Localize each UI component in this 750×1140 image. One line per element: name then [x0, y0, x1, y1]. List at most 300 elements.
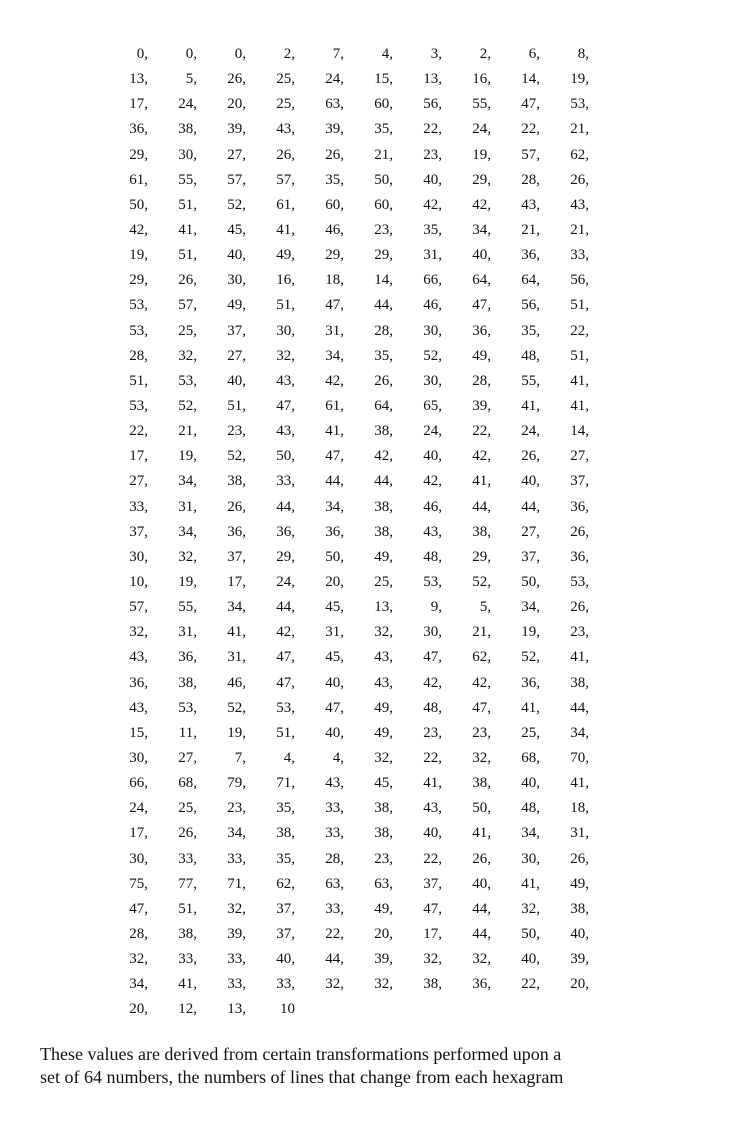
table-cell: 41, [570, 649, 589, 666]
table-cell: 60, [374, 96, 393, 113]
table-cell: 33, [178, 850, 197, 867]
table-cell: 27, [521, 523, 540, 540]
table-cell: 16, [276, 272, 295, 289]
table-cell: 26, [472, 850, 491, 867]
table-cell: 33, [276, 976, 295, 993]
table-cell: 40, [325, 724, 344, 741]
table-cell: 62, [472, 649, 491, 666]
table-cell: 6, [528, 46, 540, 63]
table-cell: 30, [423, 372, 442, 389]
table-cell: 68, [521, 750, 540, 766]
table-cell: 40, [227, 247, 246, 264]
table-cell: 38, [374, 800, 393, 817]
table-row [105, 419, 595, 444]
table-cell: 0, [136, 46, 148, 63]
table-row [105, 796, 595, 821]
table-cell: 50, [472, 800, 491, 817]
table-cell: 52, [423, 347, 442, 364]
table-cell: 20, [374, 925, 393, 942]
table-cell: 38, [374, 523, 393, 540]
caption-line-2: set of 64 numbers, the numbers of lines that change from each hexagram [40, 1067, 564, 1088]
table-cell: 41, [178, 222, 197, 239]
table-cell: 45, [325, 599, 344, 616]
table-cell: 41, [570, 372, 589, 389]
table-cell: 36, [472, 976, 491, 993]
table-cell: 25, [276, 71, 295, 88]
table-row [105, 821, 595, 846]
table-cell: 53, [178, 699, 197, 716]
table-cell: 57, [521, 146, 540, 163]
table-cell: 34, [227, 825, 246, 842]
table-cell: 57, [227, 171, 246, 188]
table-cell: 36, [521, 674, 540, 691]
table-cell: 16, [472, 71, 491, 88]
table-cell: 34, [178, 473, 197, 490]
table-cell: 30, [276, 322, 295, 339]
table-cell: 45, [227, 222, 246, 239]
number-table [105, 42, 595, 1022]
table-cell: 63, [374, 875, 393, 892]
table-cell: 39, [227, 121, 246, 138]
table-cell: 35, [521, 322, 540, 339]
table-cell: 17, [129, 825, 148, 842]
table-cell: 22, [423, 850, 442, 867]
table-cell: 40, [521, 775, 540, 792]
table-cell: 44, [374, 473, 393, 490]
table-cell: 29, [325, 247, 344, 264]
table-cell: 55, [472, 96, 491, 113]
table-cell: 65, [423, 398, 442, 415]
table-cell: 50, [129, 196, 148, 213]
table-cell: 53, [570, 96, 589, 113]
table-row [105, 67, 595, 92]
table-cell: 40, [472, 247, 491, 264]
table-cell: 41, [178, 976, 197, 993]
table-cell: 64, [374, 398, 393, 415]
table-cell: 31, [423, 247, 442, 264]
table-cell: 42, [472, 448, 491, 465]
table-row [105, 620, 595, 645]
table-cell: 35, [276, 850, 295, 867]
table-cell: 42, [276, 624, 295, 641]
table-cell: 44, [325, 473, 344, 490]
table-cell: 41, [423, 775, 442, 792]
table-cell: 34, [521, 599, 540, 616]
table-cell: 0, [234, 46, 246, 63]
table-row [105, 570, 595, 595]
table-cell: 37, [521, 548, 540, 565]
table-cell: 49, [374, 900, 393, 917]
table-cell: 22, [570, 322, 589, 339]
table-cell: 40, [521, 951, 540, 968]
table-cell: 38, [178, 674, 197, 691]
table-cell: 19, [570, 71, 589, 88]
table-cell: 19, [129, 247, 148, 264]
table-cell: 53, [129, 297, 148, 314]
table-cell: 23, [374, 850, 393, 867]
table-cell: 25, [521, 724, 540, 741]
table-cell: 60, [325, 196, 344, 213]
table-cell: 21, [521, 222, 540, 239]
table-cell: 45, [325, 649, 344, 666]
table-cell: 38, [227, 473, 246, 490]
table-cell: 5, [185, 71, 197, 88]
table-cell: 35, [374, 347, 393, 364]
table-cell: 38, [374, 825, 393, 842]
table-cell: 38, [178, 925, 197, 942]
table-cell: 9, [430, 599, 442, 616]
table-cell: 36, [521, 247, 540, 264]
table-cell: 51, [227, 398, 246, 415]
table-row [105, 746, 595, 771]
table-cell: 24, [178, 96, 197, 113]
table-cell: 31, [325, 624, 344, 641]
table-cell: 32, [325, 976, 344, 993]
table-cell: 47, [276, 398, 295, 415]
table-cell: 38, [374, 498, 393, 515]
table-cell: 51, [276, 724, 295, 741]
table-cell: 35, [423, 222, 442, 239]
table-cell: 57, [178, 297, 197, 314]
table-cell: 53, [129, 322, 148, 339]
table-cell: 2, [283, 46, 295, 63]
table-cell: 17, [129, 448, 148, 465]
table-cell: 40, [325, 674, 344, 691]
table-cell: 40, [423, 448, 442, 465]
table-cell: 41, [472, 825, 491, 842]
table-cell: 33, [276, 473, 295, 490]
table-cell: 36, [178, 649, 197, 666]
table-cell: 36, [129, 674, 148, 691]
table-cell: 47, [423, 900, 442, 917]
table-cell: 30, [227, 272, 246, 289]
table-cell: 26, [227, 498, 246, 515]
table-cell: 66, [129, 775, 148, 792]
table-cell: 26, [374, 372, 393, 389]
table-row [105, 243, 595, 268]
table-cell: 49, [374, 699, 393, 716]
table-cell: 41, [227, 624, 246, 641]
table-cell: 47, [276, 674, 295, 691]
table-cell: 4, [381, 46, 393, 63]
table-cell: 19, [227, 724, 246, 741]
table-cell: 38, [178, 121, 197, 138]
table-cell: 38, [374, 423, 393, 440]
table-cell: 22, [423, 750, 442, 766]
table-cell: 42, [129, 222, 148, 239]
table-cell: 53, [178, 372, 197, 389]
table-cell: 28, [325, 850, 344, 867]
table-row [105, 922, 595, 947]
table-cell: 33, [129, 498, 148, 515]
table-cell: 44, [521, 498, 540, 515]
table-row [105, 545, 595, 570]
table-cell: 60, [374, 196, 393, 213]
table-cell: 33, [325, 800, 344, 817]
table-cell: 28, [521, 171, 540, 188]
table-cell: 52, [178, 398, 197, 415]
table-cell: 2, [479, 46, 491, 63]
table-cell: 19, [178, 574, 197, 591]
table-cell: 31, [227, 649, 246, 666]
table-cell: 56, [521, 297, 540, 314]
table-cell: 36, [227, 523, 246, 540]
table-cell: 43, [325, 775, 344, 792]
table-cell: 25, [374, 574, 393, 591]
table-cell: 31, [178, 624, 197, 641]
table-cell: 41, [521, 699, 540, 716]
table-cell: 39, [227, 925, 246, 942]
table-cell: 40, [276, 951, 295, 968]
table-cell: 29, [276, 548, 295, 565]
table-cell: 38, [570, 674, 589, 691]
table-cell: 26, [570, 850, 589, 867]
table-cell: 49, [374, 548, 393, 565]
table-cell: 34, [325, 498, 344, 515]
table-cell: 32, [178, 548, 197, 565]
table-cell: 32, [374, 624, 393, 641]
table-cell: 62, [276, 875, 295, 892]
table-cell: 42, [374, 448, 393, 465]
table-row [105, 872, 595, 897]
table-cell: 29, [129, 146, 148, 163]
table-cell: 22, [325, 925, 344, 942]
table-cell: 55, [178, 599, 197, 616]
table-cell: 43, [276, 423, 295, 440]
table-row [105, 369, 595, 394]
table-row [105, 218, 595, 243]
table-cell: 23, [423, 724, 442, 741]
table-row [105, 696, 595, 721]
table-cell: 49, [374, 724, 393, 741]
table-cell: 41, [570, 398, 589, 415]
table-cell: 14, [570, 423, 589, 440]
table-cell: 26, [570, 599, 589, 616]
table-cell: 36, [325, 523, 344, 540]
table-cell: 17, [423, 925, 442, 942]
table-cell: 30, [129, 850, 148, 867]
table-cell: 53, [276, 699, 295, 716]
table-cell: 47, [521, 96, 540, 113]
table-row [105, 319, 595, 344]
table-cell: 40, [521, 473, 540, 490]
table-cell: 14, [521, 71, 540, 88]
table-cell: 43, [276, 121, 295, 138]
table-cell: 47, [325, 448, 344, 465]
table-cell: 32, [178, 347, 197, 364]
table-row [105, 469, 595, 494]
table-cell: 35, [276, 800, 295, 817]
table-cell: 44, [472, 900, 491, 917]
table-cell: 23, [570, 624, 589, 641]
table-cell: 34, [129, 976, 148, 993]
table-cell: 42, [423, 674, 442, 691]
table-row [105, 117, 595, 142]
table-cell: 15, [374, 71, 393, 88]
table-cell: 22, [472, 423, 491, 440]
table-cell: 34, [178, 523, 197, 540]
table-cell: 47, [472, 699, 491, 716]
caption-line-1: These values are derived from certain transformations performed upon a [40, 1044, 562, 1064]
table-cell: 63, [325, 96, 344, 113]
table-row [105, 972, 595, 997]
table-cell: 28, [129, 925, 148, 942]
table-cell: 17, [129, 96, 148, 113]
table-cell: 21, [374, 146, 393, 163]
table-cell: 5, [479, 599, 491, 616]
table-cell: 61, [325, 398, 344, 415]
table-cell: 31, [325, 322, 344, 339]
table-cell: 34, [472, 222, 491, 239]
table-cell: 43, [129, 699, 148, 716]
table-cell: 61, [276, 196, 295, 213]
table-cell: 37, [227, 322, 246, 339]
table-cell: 20, [227, 96, 246, 113]
table-cell: 40, [227, 372, 246, 389]
table-cell: 38, [276, 825, 295, 842]
table-cell: 10, [129, 574, 148, 591]
table-cell: 41, [521, 398, 540, 415]
table-cell: 50, [521, 574, 540, 591]
table-cell: 30, [423, 624, 442, 641]
table-cell: 24, [521, 423, 540, 440]
table-row [105, 897, 595, 922]
table-cell: 29, [472, 548, 491, 565]
table-cell: 50, [521, 925, 540, 942]
table-cell: 41, [521, 875, 540, 892]
table-cell: 37, [570, 473, 589, 490]
table-cell: 46, [423, 498, 442, 515]
table-cell: 22, [521, 121, 540, 138]
table-cell: 35, [374, 121, 393, 138]
table-cell: 13, [129, 71, 148, 88]
table-cell: 43, [276, 372, 295, 389]
table-cell: 44, [325, 951, 344, 968]
table-cell: 47, [472, 297, 491, 314]
table-cell: 8, [577, 46, 589, 63]
table-cell: 30, [423, 322, 442, 339]
table-cell: 37, [129, 523, 148, 540]
table-cell: 57, [276, 171, 295, 188]
table-cell: 32, [129, 951, 148, 968]
table-cell: 50, [276, 448, 295, 465]
table-cell: 10 [280, 1001, 295, 1018]
table-cell: 48, [423, 548, 442, 565]
table-cell: 51, [570, 297, 589, 314]
table-cell: 30, [521, 850, 540, 867]
table-cell: 21, [178, 423, 197, 440]
table-cell: 29, [374, 247, 393, 264]
table-cell: 51, [178, 196, 197, 213]
table-cell: 26, [570, 171, 589, 188]
table-row [105, 947, 595, 972]
table-cell: 44, [374, 297, 393, 314]
table-cell: 35, [325, 171, 344, 188]
table-cell: 71, [276, 775, 295, 792]
table-cell: 41, [472, 473, 491, 490]
table-cell: 32, [276, 347, 295, 364]
table-cell: 48, [423, 699, 442, 716]
table-cell: 29, [472, 171, 491, 188]
table-cell: 31, [570, 825, 589, 842]
table-cell: 26, [227, 71, 246, 88]
table-cell: 4, [332, 750, 344, 766]
table-cell: 33, [227, 951, 246, 968]
table-cell: 26, [276, 146, 295, 163]
table-cell: 51, [276, 297, 295, 314]
table-row [105, 771, 595, 796]
table-cell: 32, [374, 750, 393, 766]
table-cell: 17, [227, 574, 246, 591]
table-cell: 47, [129, 900, 148, 917]
table-cell: 22, [423, 121, 442, 138]
table-cell: 30, [129, 548, 148, 565]
table-cell: 27, [227, 347, 246, 364]
table-cell: 37, [423, 875, 442, 892]
table-row [105, 268, 595, 293]
table-cell: 48, [521, 800, 540, 817]
table-cell: 55, [521, 372, 540, 389]
table-cell: 53, [570, 574, 589, 591]
table-cell: 32, [227, 900, 246, 917]
table-cell: 40, [423, 825, 442, 842]
table-cell: 32, [374, 976, 393, 993]
table-cell: 19, [178, 448, 197, 465]
table-cell: 77, [178, 875, 197, 892]
table-cell: 46, [227, 674, 246, 691]
table-cell: 63, [325, 875, 344, 892]
table-cell: 32, [521, 900, 540, 917]
table-cell: 32, [423, 951, 442, 968]
table-cell: 75, [129, 875, 148, 892]
table-cell: 43, [570, 196, 589, 213]
table-row [105, 645, 595, 670]
table-cell: 30, [129, 750, 148, 766]
table-cell: 36, [129, 121, 148, 138]
table-cell: 71, [227, 875, 246, 892]
table-cell: 43, [374, 649, 393, 666]
table-cell: 44, [276, 599, 295, 616]
table-cell: 11, [178, 724, 197, 741]
table-row [105, 92, 595, 117]
table-cell: 47, [325, 297, 344, 314]
table-cell: 45, [374, 775, 393, 792]
table-cell: 31, [178, 498, 197, 515]
table-cell: 12, [178, 1001, 197, 1018]
table-cell: 36, [570, 548, 589, 565]
table-cell: 28, [472, 372, 491, 389]
table-cell: 41, [570, 775, 589, 792]
table-row [105, 671, 595, 696]
table-cell: 26, [521, 448, 540, 465]
table-cell: 23, [227, 423, 246, 440]
table-cell: 23, [227, 800, 246, 817]
table-cell: 21, [472, 624, 491, 641]
table-cell: 53, [129, 398, 148, 415]
table-cell: 56, [423, 96, 442, 113]
table-cell: 39, [374, 951, 393, 968]
table-cell: 0, [185, 46, 197, 63]
table-cell: 20, [570, 976, 589, 993]
table-cell: 13, [227, 1001, 246, 1018]
table-cell: 50, [325, 548, 344, 565]
table-cell: 33, [325, 825, 344, 842]
table-cell: 48, [521, 347, 540, 364]
table-cell: 34, [521, 825, 540, 842]
table-cell: 28, [374, 322, 393, 339]
table-cell: 43, [521, 196, 540, 213]
table-cell: 27, [227, 146, 246, 163]
